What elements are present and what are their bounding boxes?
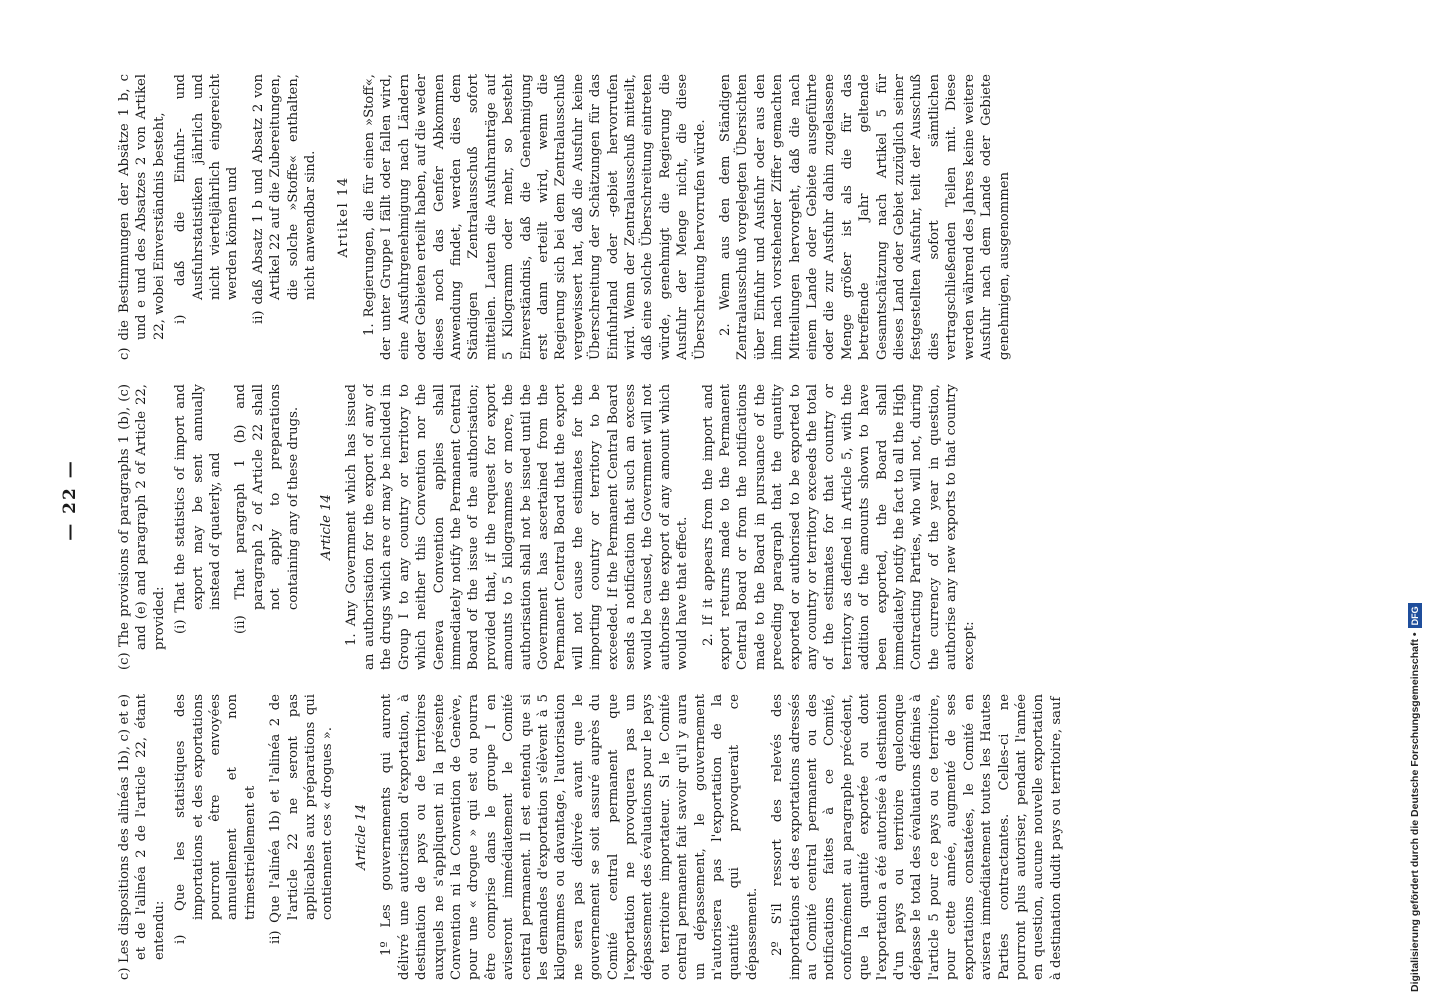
fr-clause-c <box>116 694 168 980</box>
fr-clause-i <box>172 694 259 944</box>
fr-paragraph-2: 2º S'il ressort des relevés des importations et des exportations adressés au Comité central permanent ou des notifications faites à ce Comité, conformément au paragraphe précédent, que la quantité exportée ou dont l'exportation a été autorisée à destination d'un pays ou territoire quelconque dépasse le total des évaluations définies à l'article 5 pour ce pays ou ce territoire, pour cette année, augmenté de ses exportations constatées, le Comité en avisera immédiatement toutes les Hautes Parties contractantes. Celles-ci ne pourront plus autoriser, pendant l'année en question, aucune nouvelle exportation à destination dudit pays ou territoire, sauf <box>770 694 1064 980</box>
de-paragraph-2: 2. Wenn aus den dem Ständigen Zentralausschuß vorgelegten Übersichten über Einfuhr und Ausfuhr oder aus den ihm nach vorstehender Ziffer gemachten Mitteilungen hervorgeht, daß die nach einem Lande oder Gebiete ausgeführte oder die zur Ausfuhr dahin zugelassene Menge größer ist als die für das betreffende Jahr geltende Gesamtschätzung nach Artikel 5 für dieses Land oder Gebiet zuzüglich seiner festgestellten Ausfuhr, teilt der Ausschuß dies sofort sämtlichen vertragschließenden Teilen mit. Diese werden während des Jahres keine weitere Ausfuhr nach dem Lande oder Gebiete genehmigen, ausgenommen <box>718 74 1012 360</box>
de-clause-i-text: daß die Einfuhr- und Ausfuhrstatistiken jährlich und nicht vierteljährlich eingereicht werden können und <box>173 74 241 300</box>
de-clause-c <box>116 74 168 360</box>
page-number: — 22 — <box>60 459 80 541</box>
en-clause-ii-label: (ii) <box>233 615 249 634</box>
fr-paragraph-1: 1º Les gouvernements qui auront délivré une autorisation d'exportation, à destination de pays ou de territoires auxquels ne s'appliquent ni la présente Convention ni la Convention de Genève, pour une « drogue » qui est ou pourra être comprise dans le groupe I en aviseront immédiatement le Comité central permanent. Il est entendu que si les demandes d'exportation s'élèvent à 5 kilogrammes ou davantage, l'autorisation ne sera pas délivrée avant que le gouvernement se soit assuré auprès du Comité central permanent que l'exportation ne provoquera pas un dépassement des évaluations pour le pays ou territoire importateur. Si le Comité central permanent fait savoir qu'il y aura un dépassement, le gouvernement n'autorisera pas l'exportation de la quantité qui provoquerait ce dépassement. <box>379 694 760 980</box>
fr-clause-c-text: Les dispositions des alinéas 1b), c) et e) et de l'alinéa 2 de l'article 22, étant entendu: <box>117 694 167 964</box>
credit-text-line <box>1402 8 1428 992</box>
de-clause-c-text: die Bestimmungen der Absätze 1 b, c und e und des Absatzes 2 von Artikel 22, wobei Einverständnis besteht, <box>117 74 167 341</box>
fr-clause-c-label: c) <box>117 967 132 980</box>
en-clause-i-text: That the statistics of import and export may be sent annually instead of quaterly, and <box>173 384 224 613</box>
dfg-logo-icon: DFG <box>1408 603 1422 628</box>
en-paragraph-2: 2. If it appears from the import and export returns made to the Permanent Central Board or from the notifications made to the Board in pursuance of the preceding paragraph that the quantity exported or authorised to be exported to any country or territory exceeds the total of the estimates for that country or territory as defined in Article 5, with the addition of the amounts shown to have been exported, the Board shall immediately notify the fact to all the High Contracting Parties, who will not, during the currency of the year in question, authorise any new exports to that country except: <box>700 384 977 670</box>
fr-clause-i-text: Que les statistiques des importations et des exportations pourront être envoyées annuellement et non trimestriellement et <box>173 694 258 920</box>
fr-clause-i-label: i) <box>173 934 189 944</box>
de-clause-ii-label: ii) <box>250 310 266 324</box>
en-clause-i-label: (i) <box>173 619 189 634</box>
de-clause-ii <box>250 74 320 324</box>
fr-clause-ii-text: Que l'alinéa 1b) et l'alinéa 2 de l'article 22 ne seront pas applicables aux préparations qui contiennent ces « drogues ». <box>268 694 336 923</box>
en-clause-ii <box>232 384 302 634</box>
fr-clause-ii-label: ii) <box>268 930 284 944</box>
de-clause-i <box>172 74 242 324</box>
de-paragraph-1: 1. Regierungen, die für einen »Stoff«, der unter Gruppe I fällt oder fallen wird, eine Ausfuhrgenehmigung nach Ländern oder Gebieten erteilt haben, auf die weder dieses noch das Genfer Abkommen Anwendung findet, werden dies dem Ständigen Zentralausschuß sofort mitteilen. Lauten die Ausfuhranträge auf 5 Kilogramm oder mehr, so besteht Einverständnis, daß die Genehmigung erst dann erteilt wird, wenn die Regierung sich bei dem Zentralausschuß vergewissert hat, daß die Ausfuhr keine Überschreitung der Schätzungen für das Einfuhrland oder -gebiet hervorrufen wird. Wenn der Zentralausschuß mitteilt, daß eine solche Überschreitung eintreten würde, genehmigt die Regierung die Ausfuhr der Menge nicht, die diese Überschreitung hervorrufen würde. <box>361 74 708 360</box>
en-clause-ii-text: That paragraph 1 (b) and paragraph 2 of Article 22 shall not apply to preparations containing any of these drugs. <box>233 384 301 610</box>
german-column <box>116 74 1366 360</box>
digitization-credit <box>1402 8 1428 992</box>
en-clause-c-label: (c) <box>117 652 132 670</box>
en-clause-c-text: The provisions of paragraphs 1 (b), (c) and (e) and paragraph 2 of Article 22, provided: <box>117 384 167 650</box>
french-column <box>116 694 1366 980</box>
en-clause-c <box>116 384 168 670</box>
de-clause-i-label: i) <box>173 314 189 324</box>
de-clause-c-label: c) <box>117 347 132 360</box>
credit-separator: • <box>1409 632 1421 637</box>
fr-clause-ii <box>267 694 337 944</box>
credit-text: Digitalisierung gefördert durch die Deutsche Forschungsgemeinschaft <box>1409 639 1421 992</box>
de-article-title: Artikel 14 <box>336 176 352 258</box>
de-clause-ii-text: daß Absatz 1 b und Absatz 2 von Artikel 22 auf die Zubereitungen, die solche »Stoffe« enthalten, nicht anwendbar sind. <box>250 74 319 305</box>
en-paragraph-1: 1. Any Government which has issued an authorisation for the export of any of the drugs which are or may be included in Group I to any country or territory to which neither this Convention nor the Geneva Convention applies shall immediately notify the Permanent Central Board of the issue of the authorisation; provided that, if the request for export amounts to 5 kilogrammes or more, the authorisation shall not be issued until the Government has ascertained from the Permanent Central Board that the export will not cause the estimates for the importing country or territory to be exceeded. If the Permanent Central Board sends a notification that such an excess would be caused, the Government will not authorise the export of any amount which would have that effect. <box>344 384 691 670</box>
en-clause-i <box>172 384 224 634</box>
fr-article-title: Article 14 <box>353 804 369 870</box>
english-column <box>116 384 1366 670</box>
en-article-title: Article 14 <box>319 494 335 560</box>
